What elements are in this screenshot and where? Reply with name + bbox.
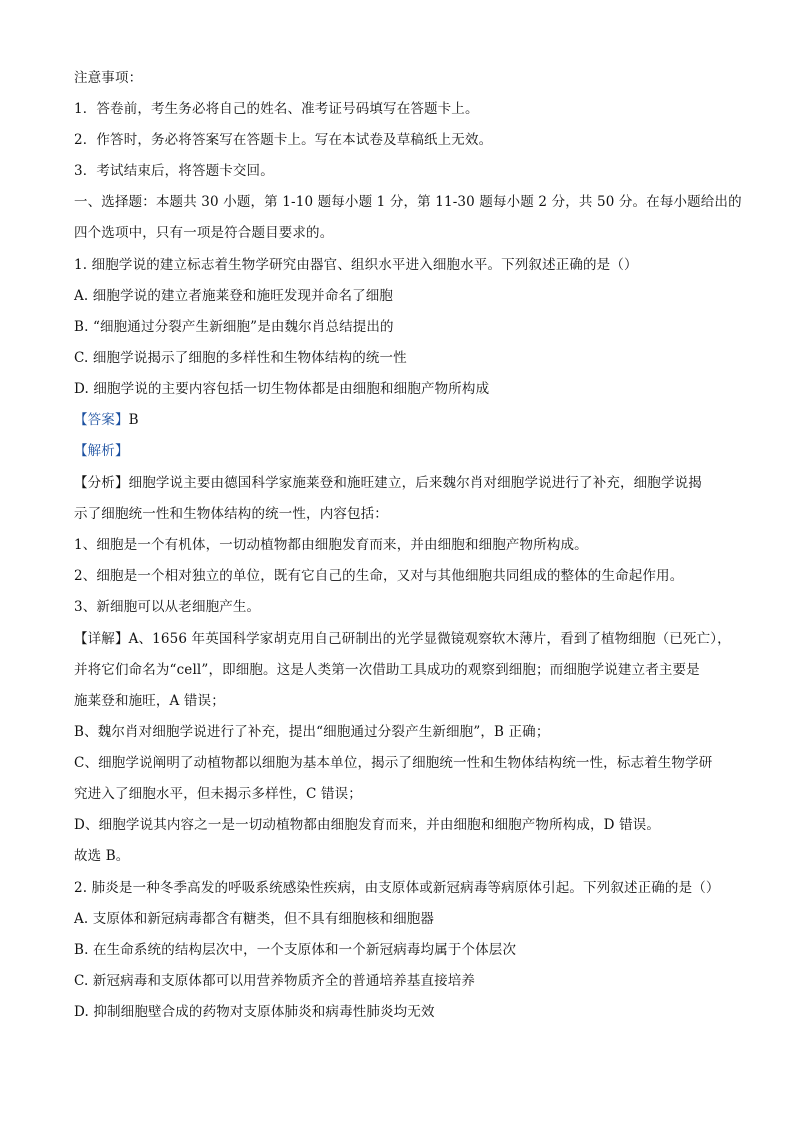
q1-analysis-tag <box>74 441 129 461</box>
q1-fenxi-line-1 <box>74 473 702 493</box>
xiangjie-tag: 【详解】 <box>74 631 129 647</box>
q1-point-1: 1、细胞是一个有机体，一切动植物都由细胞发育而来，并由细胞和细胞产物所构成。 <box>74 537 588 553</box>
section-intro-line-2: 四个选项中，只有一项是符合题目要求的。 <box>74 225 334 241</box>
q1-option-c: C. 细胞学说揭示了细胞的多样性和生物体结构的统一性 <box>74 350 407 366</box>
q1-conclusion: 故选 B。 <box>74 848 130 864</box>
q1-point-2: 2、细胞是一个相对独立的单位，既有它自己的生命，又对与其他细胞共同组成的整体的生命起作用。 <box>74 568 684 584</box>
q1-option-a: A. 细胞学说的建立者施莱登和施旺发现并命名了细胞 <box>74 288 394 304</box>
xiangjie-text-1: A、1656 年英国科学家胡克用自己研制出的光学显微镜观察软木薄片，看到了植物细胞（已死亡）， <box>128 631 731 647</box>
answer-value: B <box>128 412 139 428</box>
q1-fenxi-line-2: 示了细胞统一性和生物体结构的统一性，内容包括： <box>74 506 388 522</box>
q1-xiangjie-line-1 <box>74 629 731 649</box>
q1-explain-b: B、魏尔肖对细胞学说进行了补充，提出“细胞通过分裂产生新细胞”，B 正确； <box>74 724 550 740</box>
q2-option-b: B. 在生命系统的结构层次中，一个支原体和一个新冠病毒均属于个体层次 <box>74 942 517 958</box>
q1-answer <box>74 410 139 430</box>
fenxi-text-1: 细胞学说主要由德国科学家施莱登和施旺建立，后来魏尔肖对细胞学说进行了补充，细胞学说揭 <box>128 475 702 491</box>
notice-item-1: 1．答卷前，考生务必将自己的姓名、准考证号码填写在答题卡上。 <box>74 101 479 117</box>
notice-item-2: 2．作答时，务必将答案写在答题卡上。写在本试卷及草稿纸上无效。 <box>74 132 493 148</box>
q2-option-d: D. 抑制细胞壁合成的药物对支原体肺炎和病毒性肺炎均无效 <box>74 1004 435 1020</box>
answer-tag: 【答案】 <box>74 412 129 428</box>
q1-explain-c-line-1: C、细胞学说阐明了动植物都以细胞为基本单位，揭示了细胞统一性和生物体结构统一性，标志着生物学研 <box>74 755 713 771</box>
q1-option-b: B. “细胞通过分裂产生新细胞”是由魏尔肖总结提出的 <box>74 319 394 335</box>
fenxi-tag: 【分析】 <box>74 475 129 491</box>
q1-option-d: D. 细胞学说的主要内容包括一切生物体都是由细胞和细胞产物所构成 <box>74 381 490 397</box>
q1-explain-d: D、细胞学说其内容之一是一切动植物都由细胞发育而来，并由细胞和细胞产物所构成，D 错误。 <box>74 817 661 833</box>
q1-stem: 1. 细胞学说的建立标志着生物学研究由器官、组织水平进入细胞水平。下列叙述正确的是（） <box>74 257 638 273</box>
q1-xiangjie-line-3: 施莱登和施旺，A 错误； <box>74 693 225 709</box>
q1-explain-c-line-2: 究进入了细胞水平，但未揭示多样性，C 错误； <box>74 786 362 802</box>
q2-stem: 2. 肺炎是一种冬季高发的呼吸系统感染性疾病，由支原体或新冠病毒等病原体引起。下列叙述正确的是（） <box>74 880 720 896</box>
notice-item-3: 3．考试结束后，将答题卡交回。 <box>74 163 274 179</box>
q1-point-3: 3、新细胞可以从老细胞产生。 <box>74 599 261 615</box>
q2-option-c: C. 新冠病毒和支原体都可以用营养物质齐全的普通培养基直接培养 <box>74 973 476 989</box>
analysis-tag: 【解析】 <box>74 443 129 459</box>
q2-option-a: A. 支原体和新冠病毒都含有糖类，但不具有细胞核和细胞器 <box>74 911 435 927</box>
section-intro-line-1: 一、选择题：本题共 30 小题，第 1-10 题每小题 1 分，第 11-30 题每小题 2 分，共 50 分。在每小题给出的 <box>74 194 742 210</box>
q1-xiangjie-line-2: 并将它们命名为“cell”，即细胞。这是人类第一次借助工具成功的观察到细胞；而细胞学说建立者主要是 <box>74 662 700 678</box>
notice-heading: 注意事项： <box>74 70 143 86</box>
